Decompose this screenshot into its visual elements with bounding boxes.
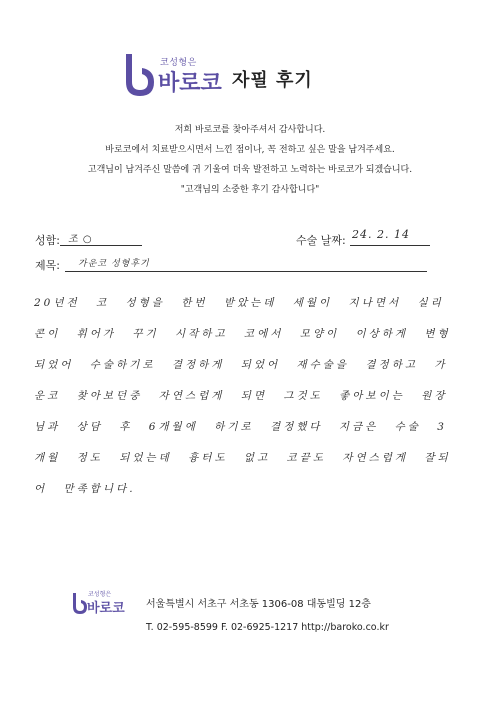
surgery-date-label: 수술 날짜:: [296, 234, 346, 247]
footer-address: 서울특별시 서초구 서초동 1306-08 대동빌딩 12층: [146, 599, 371, 610]
name-underline: [60, 245, 142, 246]
name-field[interactable]: 조 ○: [68, 234, 93, 245]
subject-field[interactable]: 가운코 성형후기: [78, 259, 150, 269]
surgery-date-underline: [350, 245, 430, 246]
intro-line-1: 저희 바로코를 찾아주셔서 감사합니다.: [174, 125, 326, 135]
intro-line-4: "고객님의 소중한 후기 감사합니다": [180, 185, 320, 195]
footer-contact[interactable]: T. 02-595-8599 F. 02-6925-1217 http://baroko.co.kr: [146, 622, 389, 633]
baroko-logo-icon: [120, 52, 160, 100]
logo-brand-text: 바로코: [158, 71, 222, 96]
page-title: 자필 후기: [232, 70, 313, 91]
intro-line-2: 바로코에서 치료받으시면서 느낀 점이나, 꼭 전하고 싶은 말을 남겨주세요.: [105, 145, 395, 155]
handwritten-review-body[interactable]: 20년전 코 성형을 한번 받았는데 세월이 지나면서 실리콘이 휘어가 꾸기 시작하고 코에서 모양이 이상하게 변형되었어 수술하기로 결정하게 되었어 재수술을 결정하고 가운코 찾아보던중 자연스럽게 되면 그것도 좋아보이는 원장님과 상담 후 6개월에 하기로 결정했다 지금은 수술 3개월 정도 되었는데 흉터도 없고 코끝도 자연스럽게 잘되어 만족합니다.: [34, 297, 451, 495]
subject-label: 제목:: [35, 259, 60, 272]
footer-logo-brand: 바로코: [87, 601, 125, 616]
subject-underline: [65, 271, 427, 272]
name-label: 성함:: [35, 234, 60, 247]
footer-logo: [70, 588, 140, 624]
logo-tagline: 코성형은: [160, 58, 197, 68]
surgery-date-field[interactable]: 24. 2. 14: [352, 228, 410, 241]
intro-line-3: 고객님이 남겨주신 말씀에 귀 기울여 더욱 발전하고 노력하는 바로코가 되겠습니다.: [87, 165, 413, 175]
footer-logo-tagline: 코성형은: [88, 591, 112, 598]
